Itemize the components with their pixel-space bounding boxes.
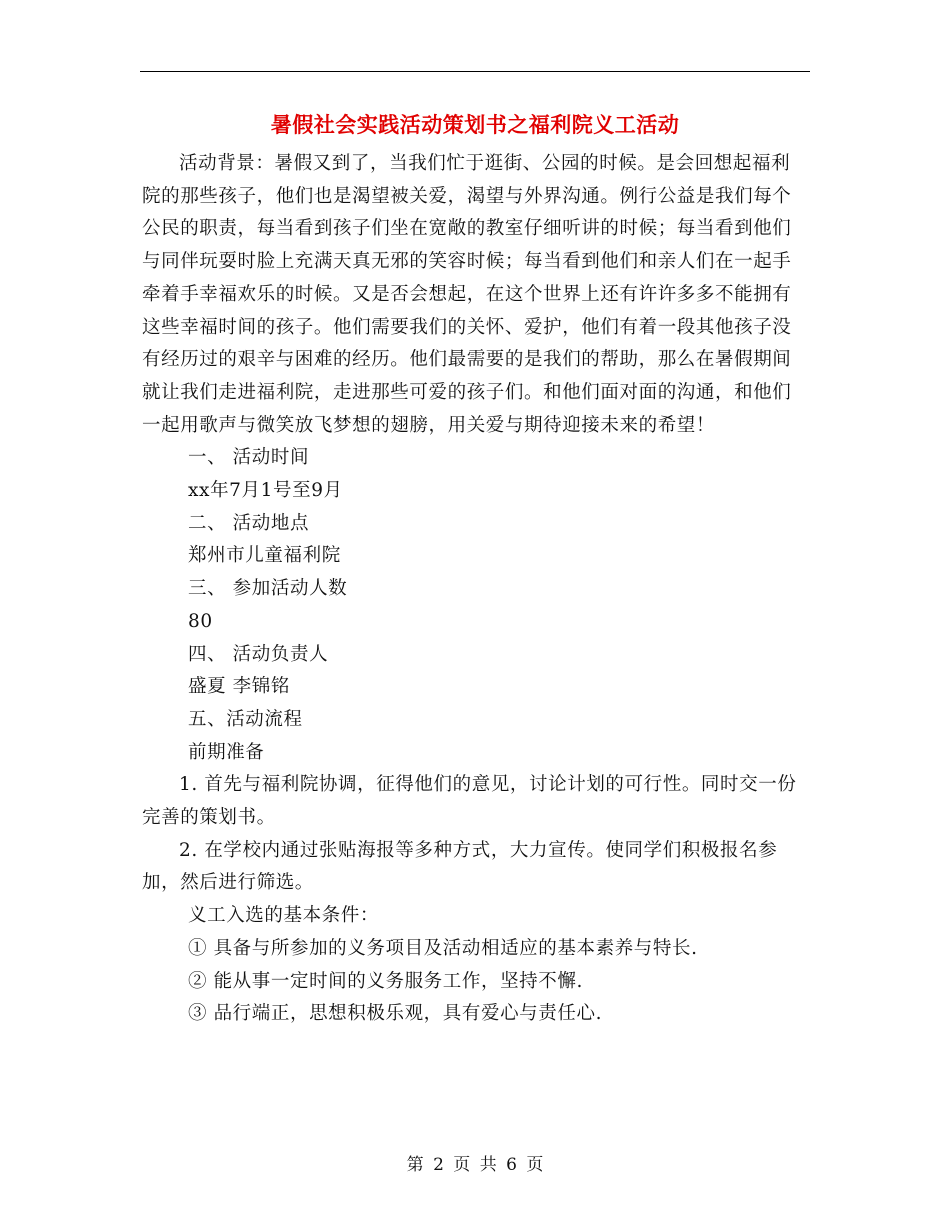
section-leader-value: 盛夏 李锦铭 [188,676,290,698]
background-paragraph: 活动背景：暑假又到了，当我们忙于逛街、公园的时候。是会回想起福利院的那些孩子，他们也是渴望被关爱，渴望与外界沟通。例行公益是我们每个公民的职责，每当看到孩子们坐在宽敞的教室仔细听讲的时候；每当看到他们与同伴玩耍时脸上充满天真无邪的笑容时候；每当看到他们和亲人们在一起手牵着手幸福欢乐的时候。又是否会想起，在这个世界上还有许许多多不能拥有这些幸福时间的孩子。他们需要我们的关怀、爱护，他们有着一段其他孩子没有经历过的艰辛与困难的经历。他们最需要的是我们的帮助，那么在暑假期间就让我们走进福利院，走进那些可爱的孩子们。和他们面对面的沟通，和他们一起用歌声与微笑放飞梦想的翅膀，用关爱与期待迎接未来的希望！ [142,153,792,436]
header-rule [140,71,810,72]
condition-item-1: ① 具备与所参加的义务项目及活动相适应的基本素养与特长. [188,937,698,959]
document-title: 暑假社会实践活动策划书之福利院义工活动 [270,112,680,137]
section-process-heading: 五、活动流程 [188,708,303,730]
section-time-value: xx年7月1号至9月 [188,480,343,502]
step-2-paragraph: 2. 在学校内通过张贴海报等多种方式，大力宣传。使同学们积极报名参加，然后进行筛选。 [142,839,778,894]
section-leader-heading: 四、 活动负责人 [188,643,329,665]
conditions-heading: 义工入选的基本条件： [188,905,380,927]
section-place-value: 郑州市儿童福利院 [188,545,341,567]
condition-item-2: ② 能从事一定时间的义务服务工作，坚持不懈. [188,970,583,992]
condition-item-3: ③ 品行端正，思想积极乐观，具有爱心与责任心. [188,1003,603,1025]
section-people-value: 80 [188,610,213,632]
section-place-heading: 二、 活动地点 [188,512,310,534]
document-body [142,148,808,1031]
section-time-heading: 一、 活动时间 [188,447,310,469]
section-prep-heading: 前期准备 [188,741,265,763]
step-1-paragraph: 1. 首先与福利院协调，征得他们的意见，讨论计划的可行性。同时交一份完善的策划书。 [142,774,797,829]
page-number-footer: 第 2 页 共 6 页 [406,1155,544,1175]
section-people-heading: 三、 参加活动人数 [188,578,348,600]
